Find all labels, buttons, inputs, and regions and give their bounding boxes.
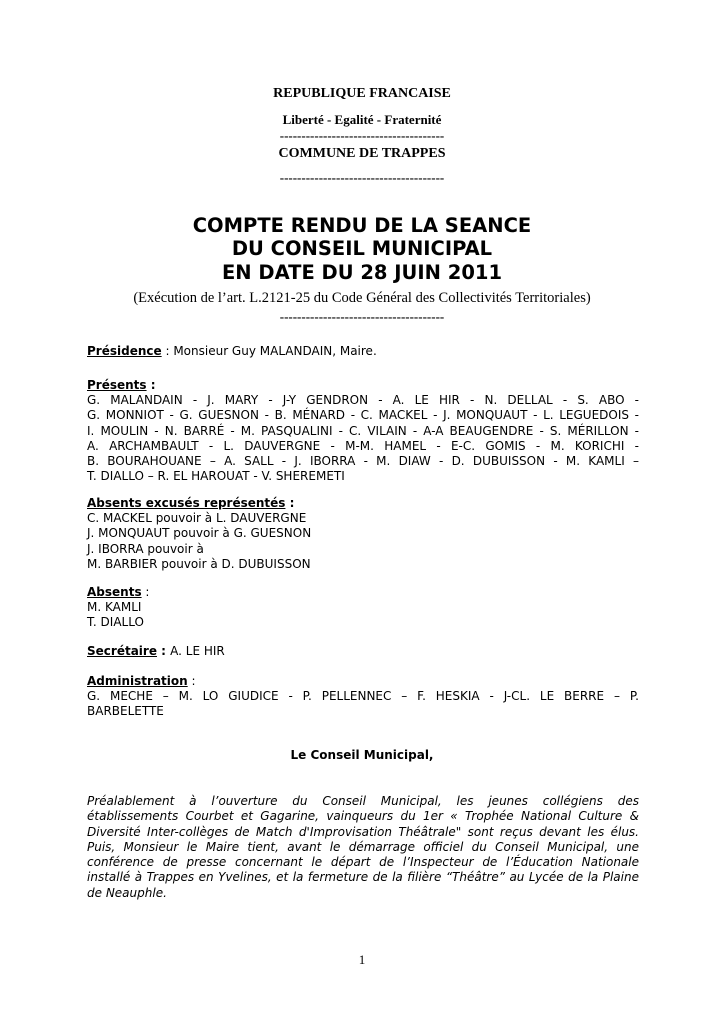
republique-heading: REPUBLIQUE FRANCAISE bbox=[273, 86, 451, 101]
intro-line: de Neauphle. bbox=[87, 885, 167, 900]
administration-suffix: : bbox=[187, 674, 196, 688]
intro-line: Diversité Inter-collèges de Match d'Improvisation Théâtrale" sont reçus devant les élus. bbox=[87, 824, 639, 839]
presents-line: I. MOULIN - N. BARRÉ - M. PASQUALINI - C. VILAIN - A-A BEAUGENDRE - S. MÉRILLON - bbox=[87, 423, 639, 438]
secretaire-text: A. LE HIR bbox=[170, 644, 225, 658]
intro-line: Puis, Monsieur le Maire tient, avant le démarrage officiel du Conseil Municipal, une bbox=[87, 839, 639, 854]
intro-line: Préalablement à l’ouverture du Conseil Municipal, les jeunes collégiens des bbox=[87, 794, 639, 808]
separator: -------------------------------------- bbox=[279, 170, 445, 185]
separator: -------------------------------------- bbox=[279, 128, 445, 143]
document-title-line-3: EN DATE DU 28 JUIN 2011 bbox=[221, 261, 503, 284]
intro-line: établissements Courbet et Gagarine, vainqueurs du 1er « Trophée National Culture & bbox=[87, 809, 639, 824]
absent-line: M. KAMLI bbox=[87, 600, 142, 615]
intro-paragraph bbox=[87, 794, 639, 901]
presents-line: G. MALANDAIN - J. MARY - J-Y GENDRON - A. LE HIR - N. DELLAL - S. ABO - bbox=[87, 393, 639, 408]
administration-line: BARBELETTE bbox=[87, 704, 164, 719]
presidence-text: : Monsieur Guy MALANDAIN, Maire. bbox=[161, 344, 377, 358]
proxy-line: J. MONQUAUT pouvoir à G. GUESNON bbox=[87, 526, 312, 541]
conseil-heading: Le Conseil Municipal, bbox=[290, 748, 434, 762]
administration-section bbox=[87, 674, 639, 720]
presents-label: Présents bbox=[87, 378, 147, 392]
presents-suffix: : bbox=[146, 378, 156, 392]
devise: Liberté - Egalité - Fraternité bbox=[282, 112, 442, 127]
proxy-line: C. MACKEL pouvoir à L. DAUVERGNE bbox=[87, 511, 307, 526]
presents-section bbox=[87, 378, 639, 484]
absents-representes-label: Absents excusés représentés bbox=[87, 496, 286, 510]
absents-section bbox=[87, 585, 639, 631]
administration-line: G. MECHE – M. LO GIUDICE - P. PELLENNEC – F. HESKIA - J-CL. LE BERRE – P. bbox=[87, 689, 639, 704]
presents-line: T. DIALLO – R. EL HAROUAT - V. SHEREMETI bbox=[87, 469, 345, 484]
administration-label: Administration bbox=[87, 674, 188, 688]
absents-representes-section bbox=[87, 496, 639, 572]
presidence-section bbox=[87, 344, 639, 359]
secretaire-section bbox=[87, 644, 639, 659]
commune-heading: COMMUNE DE TRAPPES bbox=[278, 146, 446, 161]
intro-line: conférence de presse concernant le départ de l’Inspecteur de l’Éducation Nationale bbox=[87, 855, 639, 870]
proxy-line: J. IBORRA pouvoir à bbox=[87, 541, 204, 556]
document-title-line-1: COMPTE RENDU DE LA SEANCE bbox=[192, 214, 532, 237]
page-number: 1 bbox=[358, 952, 366, 967]
absents-label: Absents bbox=[87, 585, 142, 599]
separator: -------------------------------------- bbox=[279, 309, 445, 324]
intro-line: installé à Trappes en Yvelines, et la fermeture de la filière “Théâtre” au Lycée de la Plaine bbox=[87, 870, 639, 885]
document-title-line-2: DU CONSEIL MUNICIPAL bbox=[231, 237, 493, 260]
secretaire-label: Secrétaire bbox=[87, 644, 157, 658]
presents-line: G. MONNIOT - G. GUESNON - B. MÉNARD - C. MACKEL - J. MONQUAUT - L. LEGUEDOIS - bbox=[87, 408, 639, 423]
absent-line: T. DIALLO bbox=[87, 615, 144, 630]
absents-suffix: : bbox=[141, 585, 150, 599]
presents-line: A. ARCHAMBAULT - L. DAUVERGNE - M-M. HAMEL - E-C. GOMIS - M. KORICHI - bbox=[87, 438, 639, 453]
secretaire-suffix: : bbox=[156, 644, 171, 658]
presents-line: B. BOURAHOUANE – A. SALL - J. IBORRA - M. DIAW - D. DUBUISSON - M. KAMLI – bbox=[87, 454, 639, 469]
document-subtitle: (Exécution de l’art. L.2121-25 du Code Général des Collectivités Territoriales) bbox=[133, 290, 591, 306]
presidence-label: Présidence bbox=[87, 344, 162, 358]
proxy-line: M. BARBIER pouvoir à D. DUBUISSON bbox=[87, 556, 311, 571]
absents-representes-suffix: : bbox=[285, 496, 295, 510]
